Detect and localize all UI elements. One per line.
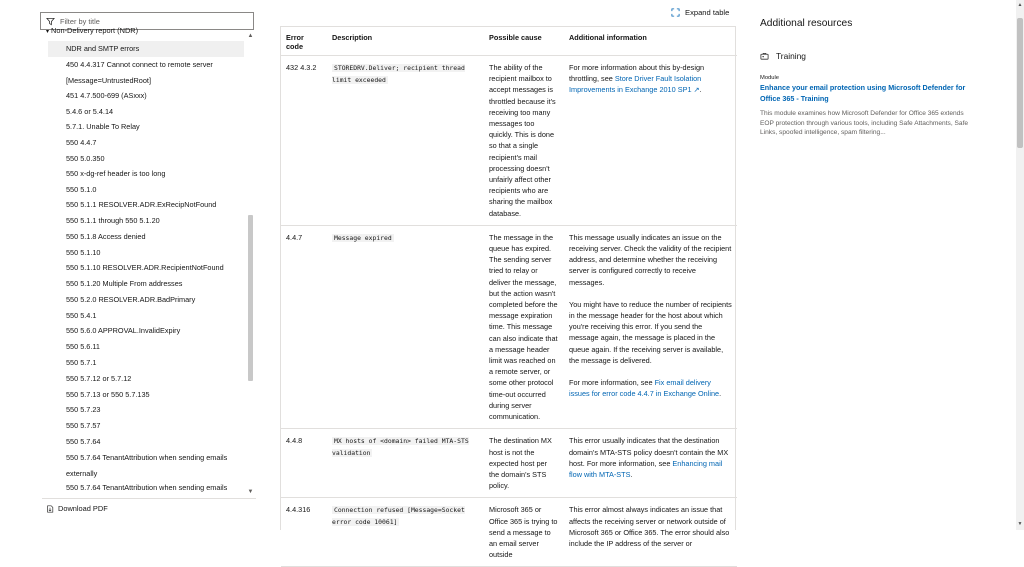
fix-email-delivery-link[interactable]: Fix email delivery issues for error code 4.4.7 in Exchange Online	[569, 378, 720, 399]
filter-input[interactable]	[60, 17, 240, 26]
toc-item[interactable]: 550 5.0.350	[66, 154, 105, 163]
cause-cell: The ability of the recipient mailbox to accept messages is throttled because it's receiving too many messages too quickly. This is done so that a single recipient's mail processing doesn't unfairly affect other recipients who are sharing the mailbox database.	[484, 56, 564, 226]
table-row	[281, 498, 737, 567]
toc-item[interactable]: 550 5.1.1 RESOLVER.ADR.ExRecipNotFound	[66, 200, 217, 209]
column-header-description: Description	[327, 27, 484, 56]
toc-item[interactable]: 550 5.1.8 Access denied	[66, 232, 146, 241]
toc-item[interactable]: 550 5.7.1	[66, 358, 97, 367]
expand-table-label: Expand table	[685, 8, 730, 17]
toc-item[interactable]: 550 5.1.1 through 550 5.1.20	[66, 216, 160, 225]
toc-item[interactable]: 550 5.7.13 or 550 5.7.135	[66, 390, 150, 399]
info-text-end: .	[719, 389, 722, 399]
info-paragraph: This message usually indicates an issue on the receiving server. Check the validity of the recipient address, and determine whether the receiving server is configured correctly to receive messages.	[569, 232, 732, 287]
module-title-link[interactable]: Enhance your email protection using Microsoft Defender for Office 365 - Training	[760, 83, 966, 103]
toc-item[interactable]: 550 5.2.0 RESOLVER.ADR.BadPrimary	[66, 295, 196, 304]
error-message-code: MX hosts of <domain> failed MTA-STS validation	[332, 437, 469, 458]
toc-item[interactable]: 550 5.7.57	[66, 421, 101, 430]
toc-item[interactable]: 550 5.6.11	[66, 342, 100, 351]
error-code-cell: 4.4.316	[281, 498, 327, 567]
toc-item[interactable]: 550 4.4.7	[66, 138, 97, 147]
info-cell: This error almost always indicates an issue that affects the receiving server or network outside of Microsoft 365 or Office 365. The error should also include the IP address of the server or	[564, 498, 737, 567]
download-pdf-label: Download PDF	[58, 504, 108, 513]
error-code-cell: 4.4.7	[281, 225, 327, 428]
toc-item[interactable]: 550 5.1.10	[66, 248, 101, 257]
error-code-cell: 4.4.8	[281, 429, 327, 498]
page-scroll-thumb[interactable]	[1017, 18, 1023, 148]
expand-table-button[interactable]	[671, 8, 729, 17]
info-text-end: .	[699, 85, 702, 95]
table-row	[281, 225, 737, 428]
cause-cell: The message in the queue has expired. The sending server tried to relay or deliver the message, but the action wasn't completed before the message expiration time. This message can also indicate that a message header limit was reached on a remote server, or some other protocol time-out occurred during server communication.	[484, 225, 564, 428]
training-section-title: Training	[776, 51, 806, 61]
external-link-icon: ↗	[691, 85, 700, 95]
training-section-header	[760, 51, 975, 61]
column-header-possible-cause: Possible cause	[484, 27, 564, 56]
toc-item[interactable]: 550 5.7.64 TenantAttribution when sending emails	[66, 483, 228, 492]
info-cell	[564, 429, 737, 498]
toc-item[interactable]: 550 5.7.64 TenantAttribution when sending emails externally	[66, 453, 228, 478]
filter-icon	[46, 17, 55, 26]
toc-parent-item[interactable]	[46, 26, 139, 35]
additional-resources-heading: Additional resources	[760, 18, 853, 29]
error-message-code: Message expired	[334, 233, 392, 242]
column-header-error-code: Error code	[281, 27, 327, 56]
info-cell	[564, 56, 737, 226]
mta-sts-link[interactable]: Enhancing mail flow with MTA-STS	[569, 458, 723, 479]
toc-scroll-thumb[interactable]	[248, 215, 253, 381]
training-icon	[760, 52, 769, 61]
left-navigation	[36, 0, 256, 530]
table-of-contents	[36, 26, 246, 498]
error-message-code: STOREDRV.Deliver; recipient thread limit exceeded	[332, 64, 465, 84]
scroll-down-icon[interactable]: ▼	[247, 489, 254, 495]
description-cell	[327, 429, 484, 498]
toc-item[interactable]: 5.7.1. Unable To Relay	[66, 122, 140, 131]
cause-cell: The destination MX host is not the expected host per the domain's STS policy.	[484, 429, 564, 498]
module-label: Module	[760, 75, 780, 81]
error-message-code: Connection refused [Message=Socket error code 10061]	[332, 506, 465, 527]
toc-item[interactable]: 550 5.7.12 or 5.7.12	[66, 374, 132, 383]
description-cell	[327, 225, 484, 428]
info-text-end: .	[630, 469, 633, 479]
toc-item[interactable]: 450 4.4.317 Cannot connect to remote server [Message=UntrustedRoot]	[66, 60, 213, 85]
table-header-row	[281, 27, 737, 56]
toc-item[interactable]: 550 5.4.1	[66, 311, 97, 320]
description-cell	[327, 498, 484, 567]
download-pdf-button[interactable]	[42, 498, 256, 518]
toc-item[interactable]: 5.4.6 or 5.4.14	[66, 107, 114, 116]
description-cell	[327, 56, 484, 226]
scroll-up-icon[interactable]: ▲	[247, 33, 254, 39]
toc-item[interactable]: 550 5.7.23	[66, 405, 101, 414]
toc-item-selected[interactable]: NDR and SMTP errors	[48, 41, 244, 57]
info-text: For more information about this by-design throttling, see	[569, 63, 705, 84]
module-description: This module examines how Microsoft Defender for Office 365 extends EOP protection through various tools, including Safe Attachments, Safe Links, spoofed intelligence, spam filtering...	[760, 110, 969, 137]
toc-item[interactable]: 550 5.1.0	[66, 185, 97, 194]
toc-item[interactable]: 550 5.6.0 APPROVAL.InvalidExpiry	[66, 326, 181, 335]
table-row	[281, 429, 737, 498]
toc-item[interactable]: 550 5.1.10 RESOLVER.ADR.RecipientNotFound	[66, 263, 224, 272]
chevron-down-icon: ▾	[46, 29, 50, 35]
page-scroll-down-icon[interactable]: ▼	[1017, 521, 1023, 527]
toc-parent-label: Non-Delivery report (NDR)	[51, 26, 139, 35]
info-text: For more information, see	[569, 378, 655, 388]
error-code-cell: 432 4.3.2	[281, 56, 327, 226]
additional-resources-panel	[760, 18, 975, 138]
toc-item[interactable]: 550 5.1.20 Multiple From addresses	[66, 279, 183, 288]
download-icon	[46, 505, 54, 513]
toc-item[interactable]: 550 x-dg-ref header is too long	[66, 169, 166, 178]
page-scroll-up-icon[interactable]: ▲	[1017, 2, 1023, 8]
info-cell	[564, 225, 737, 428]
column-header-additional-information: Additional information	[564, 27, 737, 56]
info-paragraph	[569, 377, 732, 399]
toc-item[interactable]: 451 4.7.500-699 (ASxxx)	[66, 91, 147, 100]
expand-icon	[671, 8, 680, 17]
info-paragraph: You might have to reduce the number of recipients in the message header for the host about which you're receiving this error. If you send the message again, the message is placed in the queue again. If the receiving server is available, the message is delivered.	[569, 299, 732, 365]
store-driver-link[interactable]: Store Driver Fault Isolation Improvements in Exchange 2010 SP1	[569, 74, 702, 95]
error-code-table	[280, 26, 736, 560]
info-text: This error usually indicates that the destination domain's MTA-STS policy doesn't contain the MX host. For more information, see	[569, 436, 729, 468]
table-row	[281, 56, 737, 226]
toc-item[interactable]: 550 5.7.64	[66, 437, 101, 446]
page-scrollbar[interactable]	[1016, 0, 1024, 530]
toc-scrollbar[interactable]	[247, 30, 254, 498]
cause-cell: Microsoft 365 or Office 365 is trying to send a message to an email server outside	[484, 498, 564, 567]
